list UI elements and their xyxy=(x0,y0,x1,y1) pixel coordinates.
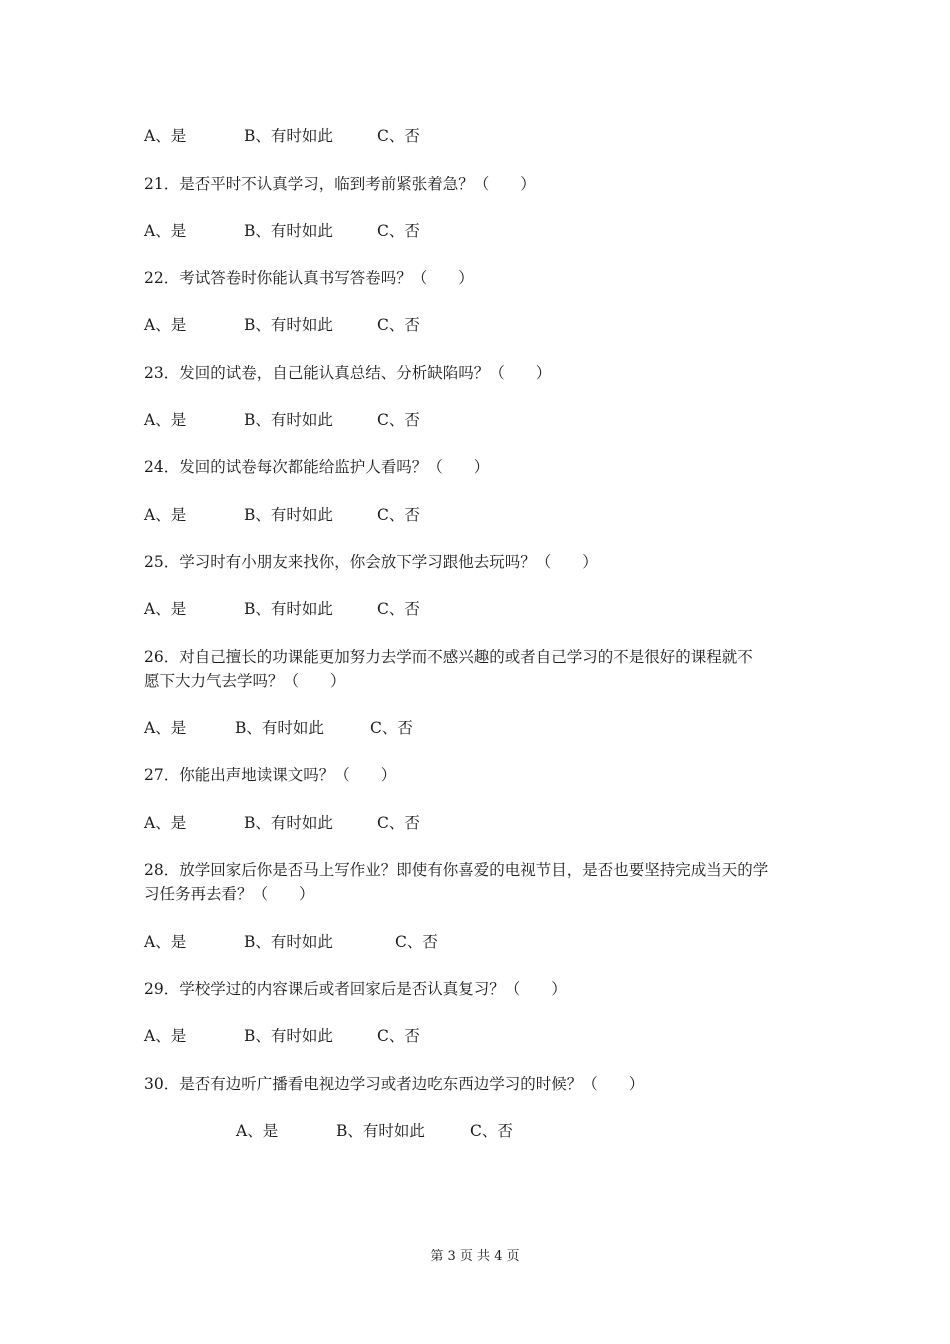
option-b: B、有时如此 xyxy=(244,600,333,618)
option-b: B、有时如此 xyxy=(235,719,324,737)
option-c: C、否 xyxy=(377,814,420,832)
option-b: B、有时如此 xyxy=(244,222,333,240)
option-c: C、否 xyxy=(377,1027,420,1045)
question-24-text: 24．发回的试卷每次都能给监护人看吗？（ ） xyxy=(144,458,490,476)
option-b: B、有时如此 xyxy=(244,127,333,145)
option-a: A、是 xyxy=(144,719,187,737)
option-b: B、有时如此 xyxy=(244,506,333,524)
question-27-text: 27．你能出声地读课文吗？（ ） xyxy=(144,766,397,784)
option-a: A、是 xyxy=(144,933,187,951)
question-23-text: 23．发回的试卷，自己能认真总结、分析缺陷吗？（ ） xyxy=(144,364,552,382)
option-a: A、是 xyxy=(144,316,187,334)
question-30-text: 30．是否有边听广播看电视边学习或者边吃东西边学习的时候？（ ） xyxy=(144,1075,645,1093)
option-c: C、否 xyxy=(370,719,413,737)
question-21-text: 21．是否平时不认真学习，临到考前紧张着急？（ ） xyxy=(144,175,536,193)
page-number-footer: 第 3 页 共 4 页 xyxy=(430,1249,520,1264)
option-a: A、是 xyxy=(144,222,187,240)
option-b: B、有时如此 xyxy=(336,1122,425,1140)
option-c: C、否 xyxy=(395,933,438,951)
option-c: C、否 xyxy=(377,506,420,524)
option-b: B、有时如此 xyxy=(244,316,333,334)
question-28-text: 28．放学回家后你是否马上写作业？即使有你喜爱的电视节目，是否也要坚持完成当天的学 xyxy=(144,861,769,879)
option-c: C、否 xyxy=(377,222,420,240)
option-b: B、有时如此 xyxy=(244,814,333,832)
option-a: A、是 xyxy=(144,1027,187,1045)
option-b: B、有时如此 xyxy=(244,1027,333,1045)
question-28-text-continued: 习任务再去看？（ ） xyxy=(144,885,315,903)
option-b: B、有时如此 xyxy=(244,411,333,429)
question-29-text: 29．学校学过的内容课后或者回家后是否认真复习？（ ） xyxy=(144,980,567,998)
option-b: B、有时如此 xyxy=(244,933,333,951)
question-26-text-continued: 愿下大力气去学吗？（ ） xyxy=(144,672,346,690)
option-c: C、否 xyxy=(377,316,420,334)
option-a: A、是 xyxy=(236,1122,279,1140)
question-25-text: 25．学习时有小朋友来找你，你会放下学习跟他去玩吗？（ ） xyxy=(144,553,598,571)
option-a: A、是 xyxy=(144,814,187,832)
question-26-text: 26．对自己擅长的功课能更加努力去学而不感兴趣的或者自己学习的不是很好的课程就不 xyxy=(144,648,753,666)
option-a: A、是 xyxy=(144,127,187,145)
option-c: C、否 xyxy=(377,127,420,145)
option-c: C、否 xyxy=(470,1122,513,1140)
option-c: C、否 xyxy=(377,411,420,429)
option-a: A、是 xyxy=(144,600,187,618)
question-22-text: 22．考试答卷时你能认真书写答卷吗？（ ） xyxy=(144,269,474,287)
option-c: C、否 xyxy=(377,600,420,618)
option-a: A、是 xyxy=(144,411,187,429)
option-a: A、是 xyxy=(144,506,187,524)
